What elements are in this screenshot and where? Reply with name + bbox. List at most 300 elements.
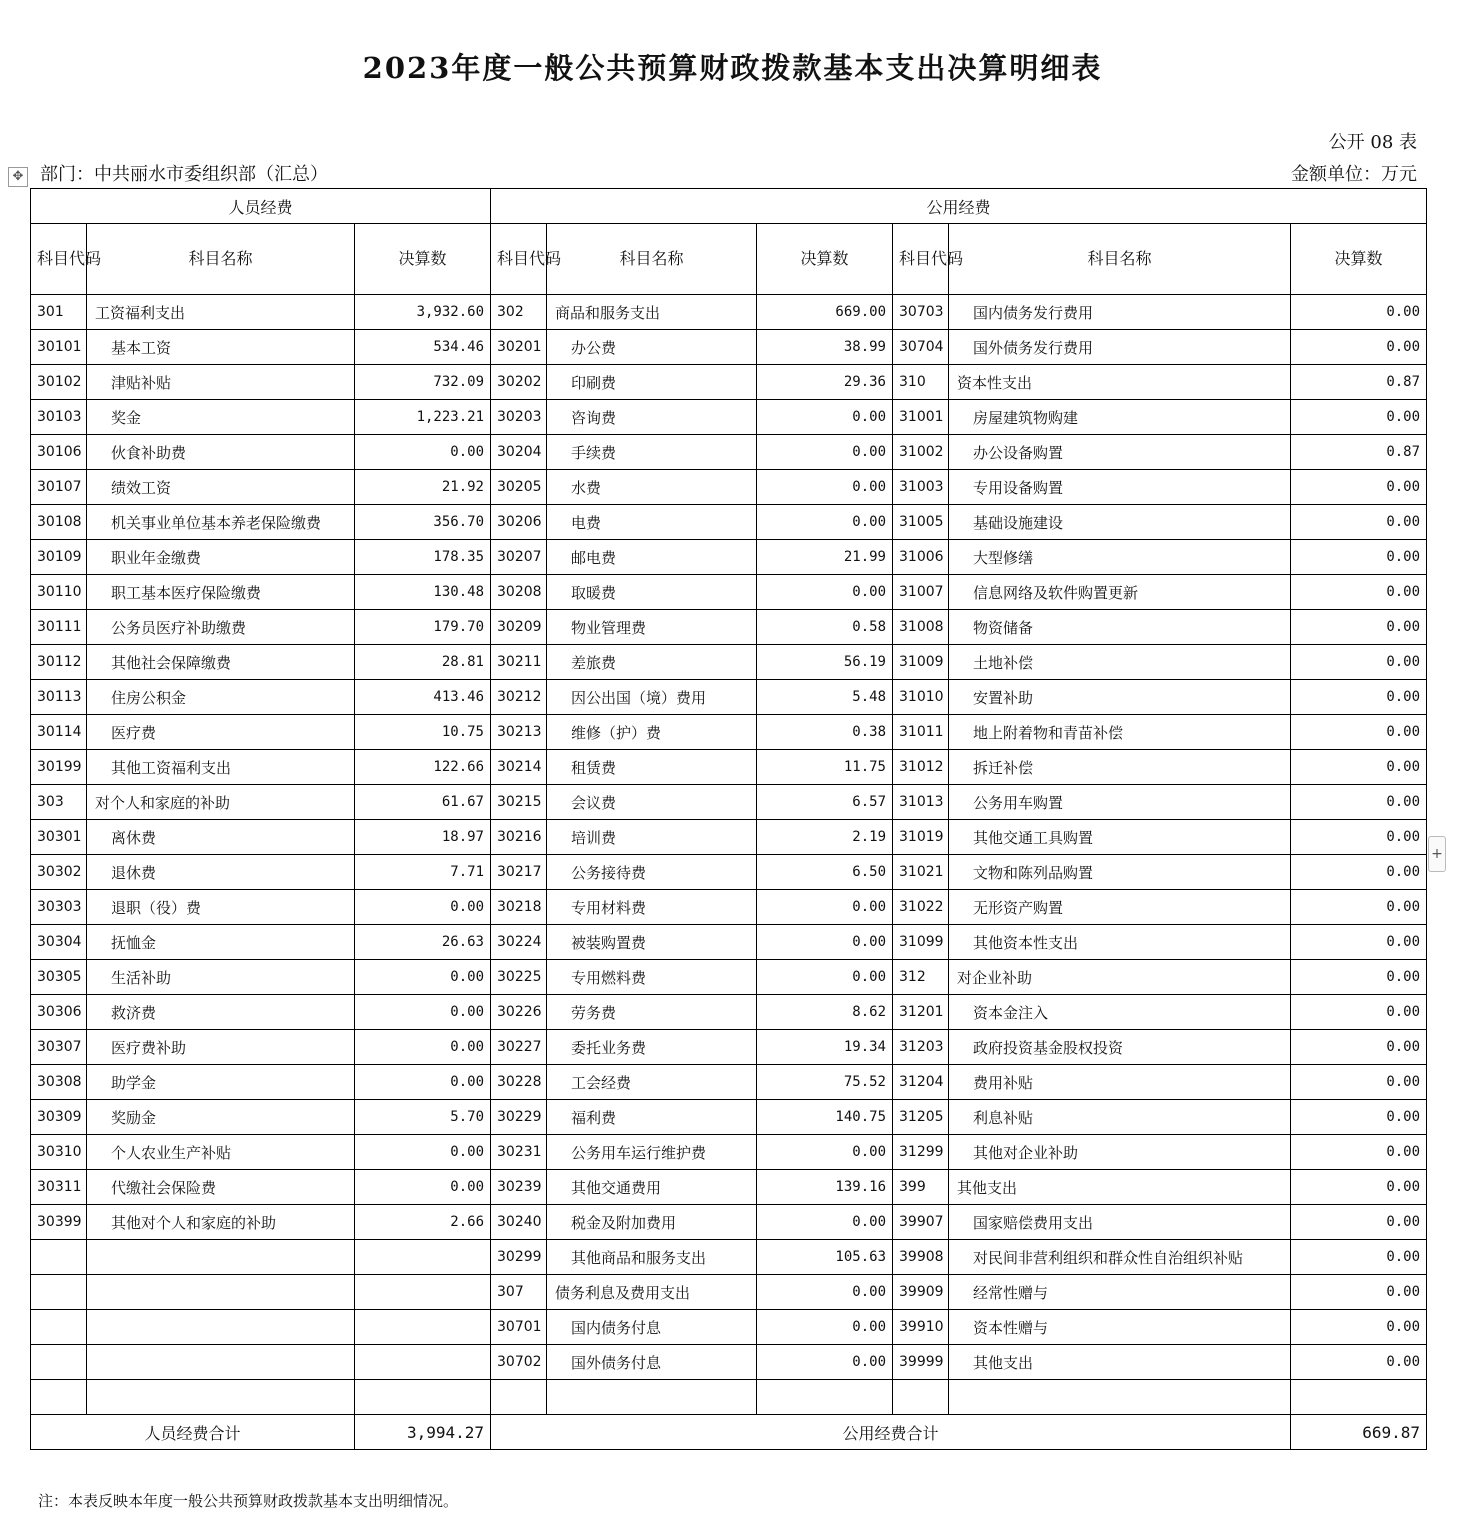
subject-name [87,1380,355,1415]
subject-name: 其他对个人和家庭的补助 [87,1205,355,1240]
amount-value: 0.00 [1291,505,1427,540]
subject-name: 因公出国（境）费用 [547,680,757,715]
subject-code: 30109 [31,540,87,575]
table-row [31,925,1427,960]
subject-code: 30399 [31,1205,87,1240]
subject-name: 无形资产购置 [949,890,1291,925]
subject-name: 办公费 [547,330,757,365]
amount-value: 2.19 [757,820,893,855]
code-header: 科目代码 [893,224,949,295]
amount-value: 19.34 [757,1030,893,1065]
subject-name: 对企业补助 [949,960,1291,995]
subject-name: 劳务费 [547,995,757,1030]
subject-name: 物业管理费 [547,610,757,645]
subject-code: 39909 [893,1275,949,1310]
subject-name: 国家赔偿费用支出 [949,1205,1291,1240]
amount-value: 0.00 [355,960,491,995]
amount-value: 0.00 [757,925,893,960]
subject-code: 31007 [893,575,949,610]
subject-name: 公务接待费 [547,855,757,890]
subject-code: 30305 [31,960,87,995]
subject-code: 30702 [491,1345,547,1380]
amount-value [355,1275,491,1310]
subject-code: 31010 [893,680,949,715]
subject-name: 公务员医疗补助缴费 [87,610,355,645]
subject-code: 30103 [31,400,87,435]
subject-code: 30307 [31,1030,87,1065]
subject-code: 31201 [893,995,949,1030]
amount-value: 0.00 [1291,750,1427,785]
amount-value: 0.00 [1291,925,1427,960]
subject-code: 303 [31,785,87,820]
subject-code: 31022 [893,890,949,925]
subject-name: 会议费 [547,785,757,820]
amount-value: 5.48 [757,680,893,715]
subject-code: 31008 [893,610,949,645]
amount-value: 0.00 [757,400,893,435]
subject-name [547,1380,757,1415]
subject-name [87,1310,355,1345]
personnel-total-label: 人员经费合计 [31,1415,355,1450]
table-row [31,1275,1427,1310]
subject-name: 差旅费 [547,645,757,680]
table-row [31,470,1427,505]
subject-code: 31005 [893,505,949,540]
table-row [31,820,1427,855]
subject-name: 其他资本性支出 [949,925,1291,960]
amount-value [355,1345,491,1380]
subject-code: 30240 [491,1205,547,1240]
subject-code: 30207 [491,540,547,575]
subject-code: 30202 [491,365,547,400]
subject-code: 30205 [491,470,547,505]
table-row [31,1205,1427,1240]
subject-code: 307 [491,1275,547,1310]
subject-code [31,1240,87,1275]
amount-value: 21.99 [757,540,893,575]
subject-code: 30216 [491,820,547,855]
public-total-label: 公用经费合计 [491,1415,1291,1450]
table-row [31,680,1427,715]
amount-value: 669.00 [757,295,893,330]
subject-name: 资本金注入 [949,995,1291,1030]
table-row [31,1345,1427,1380]
table-row [31,1240,1427,1275]
subject-code: 31204 [893,1065,949,1100]
amount-value: 0.00 [757,1205,893,1240]
subject-name: 其他交通工具购置 [949,820,1291,855]
subject-code: 31001 [893,400,949,435]
subject-code: 30215 [491,785,547,820]
amount-value: 2.66 [355,1205,491,1240]
subject-name: 工会经费 [547,1065,757,1100]
name-header: 科目名称 [547,224,757,295]
subject-code: 30208 [491,575,547,610]
amount-value: 0.00 [355,995,491,1030]
subject-code: 31099 [893,925,949,960]
subject-code: 30214 [491,750,547,785]
amount-value: 61.67 [355,785,491,820]
amount-value: 0.00 [1291,1310,1427,1345]
amount-header: 决算数 [757,224,893,295]
subject-name: 租赁费 [547,750,757,785]
subject-name: 其他社会保障缴费 [87,645,355,680]
subject-code: 30102 [31,365,87,400]
table-row [31,505,1427,540]
subject-code: 30703 [893,295,949,330]
subject-code: 30303 [31,890,87,925]
subject-name: 商品和服务支出 [547,295,757,330]
subject-code: 39908 [893,1240,949,1275]
subject-name: 绩效工资 [87,470,355,505]
amount-value: 0.00 [1291,855,1427,890]
table-row [31,1065,1427,1100]
subject-code: 31205 [893,1100,949,1135]
subject-name: 其他支出 [949,1345,1291,1380]
public-header: 公用经费 [491,189,1427,224]
subject-name: 经常性赠与 [949,1275,1291,1310]
subject-name: 专用设备购置 [949,470,1291,505]
amount-value: 38.99 [757,330,893,365]
subject-code: 302 [491,295,547,330]
subject-name: 利息补贴 [949,1100,1291,1135]
amount-value: 0.00 [355,1170,491,1205]
subject-code: 30704 [893,330,949,365]
subject-code: 310 [893,365,949,400]
subject-name: 其他工资福利支出 [87,750,355,785]
amount-value: 0.00 [1291,540,1427,575]
amount-value: 0.00 [1291,1205,1427,1240]
subject-name [87,1240,355,1275]
subject-code: 30228 [491,1065,547,1100]
subject-code: 30227 [491,1030,547,1065]
amount-value [1291,1380,1427,1415]
amount-value: 0.00 [355,1030,491,1065]
amount-value: 0.00 [355,890,491,925]
subject-code: 30199 [31,750,87,785]
table-row [31,1030,1427,1065]
amount-header: 决算数 [355,224,491,295]
subject-code: 31003 [893,470,949,505]
subject-code: 31021 [893,855,949,890]
subject-name: 电费 [547,505,757,540]
amount-value: 0.00 [1291,1135,1427,1170]
subject-name: 文物和陈列品购置 [949,855,1291,890]
subject-code: 30229 [491,1100,547,1135]
public-total-value: 669.87 [1291,1415,1427,1450]
subject-name: 生活补助 [87,960,355,995]
amount-value: 534.46 [355,330,491,365]
subject-code: 31203 [893,1030,949,1065]
amount-value: 0.87 [1291,435,1427,470]
subject-name: 其他对企业补助 [949,1135,1291,1170]
subject-name [87,1345,355,1380]
subject-code: 30107 [31,470,87,505]
subject-name: 助学金 [87,1065,355,1100]
subject-name: 机关事业单位基本养老保险缴费 [87,505,355,540]
amount-value: 413.46 [355,680,491,715]
amount-value: 0.00 [757,1345,893,1380]
amount-value: 0.00 [757,1135,893,1170]
subject-code: 30310 [31,1135,87,1170]
amount-value: 0.00 [1291,1275,1427,1310]
subject-code: 31299 [893,1135,949,1170]
table-row [31,400,1427,435]
subject-code: 30311 [31,1170,87,1205]
amount-value: 732.09 [355,365,491,400]
subject-code: 30218 [491,890,547,925]
subject-code: 30301 [31,820,87,855]
subject-name: 信息网络及软件购置更新 [949,575,1291,610]
table-row [31,1310,1427,1345]
subject-code: 399 [893,1170,949,1205]
amount-value: 21.92 [355,470,491,505]
subject-code: 31019 [893,820,949,855]
subject-code: 30201 [491,330,547,365]
subject-name: 大型修缮 [949,540,1291,575]
subject-name: 工资福利支出 [87,295,355,330]
subject-code: 30304 [31,925,87,960]
subject-name: 安置补助 [949,680,1291,715]
subject-code: 30231 [491,1135,547,1170]
subject-code: 39910 [893,1310,949,1345]
amount-value: 0.00 [757,1310,893,1345]
subject-code: 39999 [893,1345,949,1380]
amount-value: 6.50 [757,855,893,890]
table-row [31,1100,1427,1135]
personnel-total-value: 3,994.27 [355,1415,491,1450]
subject-code: 30299 [491,1240,547,1275]
subject-code: 31006 [893,540,949,575]
amount-value: 0.00 [1291,470,1427,505]
table-row [31,365,1427,400]
subject-name: 物资储备 [949,610,1291,645]
subject-code: 30108 [31,505,87,540]
table-row [31,435,1427,470]
amount-value: 56.19 [757,645,893,680]
amount-value: 75.52 [757,1065,893,1100]
table-row [31,785,1427,820]
table-row [31,540,1427,575]
amount-value: 0.00 [757,960,893,995]
subject-name: 水费 [547,470,757,505]
amount-value: 0.58 [757,610,893,645]
personnel-header: 人员经费 [31,189,491,224]
amount-value: 1,223.21 [355,400,491,435]
subject-name: 奖励金 [87,1100,355,1135]
amount-value: 11.75 [757,750,893,785]
subject-name: 其他支出 [949,1170,1291,1205]
department-label: 部门：中共丽水市委组织部（汇总） [40,164,328,185]
subject-name: 住房公积金 [87,680,355,715]
footnote: 注：本表反映本年度一般公共预算财政拨款基本支出明细情况。 [38,1492,459,1510]
table-row [31,610,1427,645]
table-row [31,890,1427,925]
subject-name: 印刷费 [547,365,757,400]
amount-value: 26.63 [355,925,491,960]
amount-value: 29.36 [757,365,893,400]
amount-value: 0.00 [1291,1030,1427,1065]
subject-code: 30224 [491,925,547,960]
amount-value: 0.00 [757,435,893,470]
subject-name: 伙食补助费 [87,435,355,470]
subject-code: 30206 [491,505,547,540]
amount-value: 28.81 [355,645,491,680]
subject-name: 国外债务付息 [547,1345,757,1380]
amount-header: 决算数 [1291,224,1427,295]
add-column-icon[interactable]: + [1428,836,1446,872]
amount-value: 3,932.60 [355,295,491,330]
table-row [31,295,1427,330]
subject-code: 31011 [893,715,949,750]
column-header-row [31,224,1427,295]
subject-name: 委托业务费 [547,1030,757,1065]
subject-code [31,1380,87,1415]
subject-name: 维修（护）费 [547,715,757,750]
subject-name: 培训费 [547,820,757,855]
subject-name: 基本工资 [87,330,355,365]
amount-value: 140.75 [757,1100,893,1135]
amount-value: 0.00 [1291,1240,1427,1275]
subject-code: 30225 [491,960,547,995]
subject-code: 30212 [491,680,547,715]
amount-value: 10.75 [355,715,491,750]
amount-value: 0.00 [355,1065,491,1100]
amount-value: 0.00 [1291,820,1427,855]
table-row [31,1380,1427,1415]
amount-value: 0.00 [1291,575,1427,610]
subject-code: 31009 [893,645,949,680]
amount-value: 0.00 [757,470,893,505]
code-header: 科目代码 [491,224,547,295]
name-header: 科目名称 [87,224,355,295]
subject-name: 基础设施建设 [949,505,1291,540]
subject-name: 被装购置费 [547,925,757,960]
amount-value: 0.00 [757,575,893,610]
subject-name [949,1380,1291,1415]
subject-code: 30110 [31,575,87,610]
subject-name: 费用补贴 [949,1065,1291,1100]
amount-value: 0.00 [1291,330,1427,365]
subject-name: 咨询费 [547,400,757,435]
amount-value: 0.00 [1291,715,1427,750]
subject-code: 30114 [31,715,87,750]
totals-row [31,1415,1427,1450]
amount-value: 0.00 [1291,400,1427,435]
amount-value: 0.38 [757,715,893,750]
amount-value: 139.16 [757,1170,893,1205]
amount-value: 0.00 [757,1275,893,1310]
table-row [31,855,1427,890]
subject-name: 离休费 [87,820,355,855]
subject-code: 30226 [491,995,547,1030]
subject-name: 医疗费补助 [87,1030,355,1065]
subject-code: 30302 [31,855,87,890]
subject-code: 30239 [491,1170,547,1205]
subject-name: 土地补偿 [949,645,1291,680]
subject-code [893,1380,949,1415]
name-header: 科目名称 [949,224,1291,295]
amount-value: 6.57 [757,785,893,820]
subject-code: 31013 [893,785,949,820]
subject-code: 30211 [491,645,547,680]
subject-name: 手续费 [547,435,757,470]
subject-code: 30701 [491,1310,547,1345]
amount-value: 0.00 [1291,1100,1427,1135]
move-handle-icon[interactable]: ✥ [8,167,28,187]
table-row [31,995,1427,1030]
amount-value: 0.87 [1291,365,1427,400]
subject-code: 30306 [31,995,87,1030]
amount-value: 0.00 [1291,295,1427,330]
subject-name: 退休费 [87,855,355,890]
subject-name: 职业年金缴费 [87,540,355,575]
subject-code: 31002 [893,435,949,470]
table-row [31,715,1427,750]
subject-name: 房屋建筑物购建 [949,400,1291,435]
subject-name: 退职（役）费 [87,890,355,925]
amount-value [355,1240,491,1275]
subject-name: 医疗费 [87,715,355,750]
subject-code: 312 [893,960,949,995]
subject-code: 30217 [491,855,547,890]
subject-code: 30213 [491,715,547,750]
subject-name: 资本性赠与 [949,1310,1291,1345]
amount-value [757,1380,893,1415]
amount-value: 105.63 [757,1240,893,1275]
amount-value: 0.00 [1291,785,1427,820]
subject-name: 奖金 [87,400,355,435]
table-row [31,1135,1427,1170]
table-row [31,750,1427,785]
subject-code: 30112 [31,645,87,680]
subject-code: 30209 [491,610,547,645]
subject-name: 国内债务发行费用 [949,295,1291,330]
subject-code [31,1345,87,1380]
subject-code: 30106 [31,435,87,470]
amount-value: 5.70 [355,1100,491,1135]
subject-code [31,1275,87,1310]
subject-name: 邮电费 [547,540,757,575]
amount-value: 0.00 [757,890,893,925]
subject-name: 津贴补贴 [87,365,355,400]
subject-code: 30203 [491,400,547,435]
subject-name: 对个人和家庭的补助 [87,785,355,820]
amount-value: 0.00 [1291,960,1427,995]
subject-name: 职工基本医疗保险缴费 [87,575,355,610]
amount-value: 8.62 [757,995,893,1030]
subject-name: 税金及附加费用 [547,1205,757,1240]
subject-code: 30101 [31,330,87,365]
subject-name: 其他商品和服务支出 [547,1240,757,1275]
expenditure-table [30,188,1427,1450]
amount-value: 18.97 [355,820,491,855]
amount-value: 0.00 [355,1135,491,1170]
subject-name [87,1275,355,1310]
group-header-row [31,189,1427,224]
amount-value [355,1380,491,1415]
table-row [31,960,1427,995]
subject-name: 专用材料费 [547,890,757,925]
subject-name: 国外债务发行费用 [949,330,1291,365]
amount-value: 0.00 [1291,1065,1427,1100]
subject-code [31,1310,87,1345]
subject-name: 对民间非营利组织和群众性自治组织补贴 [949,1240,1291,1275]
amount-value: 356.70 [355,505,491,540]
subject-name: 专用燃料费 [547,960,757,995]
table-row [31,330,1427,365]
amount-value: 130.48 [355,575,491,610]
